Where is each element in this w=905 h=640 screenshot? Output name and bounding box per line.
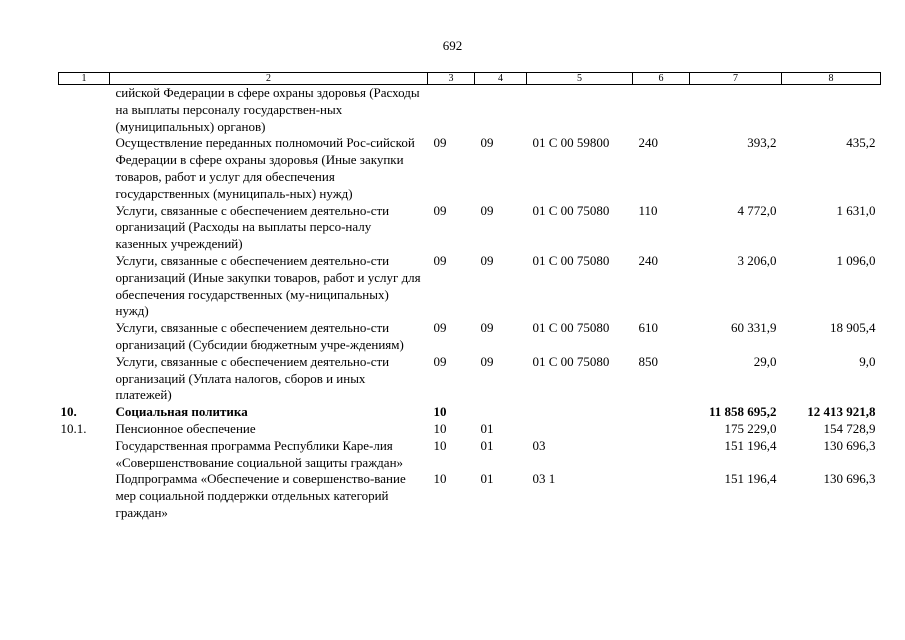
subsection-code: [475, 85, 527, 136]
target-item-code: 01 С 00 75080: [532, 252, 610, 268]
expense-type-code: [633, 404, 690, 421]
amount-year-2: 1 631,0: [836, 202, 876, 218]
amount-year-1: [690, 85, 782, 136]
amount-year-2: 18 905,4: [830, 320, 876, 336]
column-header-7: 7: [690, 73, 782, 85]
expense-type-code: [633, 421, 690, 438]
section-code: 09: [433, 252, 447, 268]
expense-type-code: 110: [638, 202, 658, 218]
row-number: [59, 354, 110, 404]
target-item-code: 01 С 00 59800: [532, 135, 610, 151]
table-row: [59, 404, 881, 421]
subsection-code: 09: [480, 353, 494, 369]
amount-year-2: [782, 85, 881, 136]
expense-type-code: 610: [638, 320, 658, 336]
amount-year-2: 130 696,3: [823, 437, 876, 453]
target-item-code: [527, 404, 633, 421]
table-row: [59, 471, 881, 521]
row-name: Услуги, связанные с обеспечением деятельно-сти организаций (Иные закупки товаров, работ и услуг для обеспечения государственных (му-ниципальных) нужд): [115, 252, 421, 319]
row-name: Осуществление переданных полномочий Рос-сийской Федерации в сфере охраны здоровья (Иные закупки товаров, работ и услуг для обеспечения государственных (муниципаль-ных) нужд): [115, 135, 415, 201]
amount-year-1: 175 229,0: [724, 420, 777, 436]
expense-type-code: [633, 438, 690, 472]
subsection-code: 01: [480, 420, 494, 436]
target-item-code: 01 С 00 75080: [532, 202, 610, 218]
row-number: [59, 320, 110, 354]
expense-type-code: 240: [638, 252, 658, 268]
row-name: Услуги, связанные с обеспечением деятельно-сти организаций (Субсидии бюджетным учре-ждениям): [115, 320, 404, 352]
table-body: [59, 85, 881, 522]
amount-year-1: 60 331,9: [731, 320, 777, 336]
target-item-code: 03 1: [532, 471, 556, 487]
table-row: [59, 203, 881, 253]
row-name: сийской Федерации в сфере охраны здоровья (Расходы на выплаты персоналу государствен-ных (муниципальных) органов): [115, 85, 420, 134]
section-code: 10: [433, 404, 447, 420]
section-code: 10: [433, 437, 447, 453]
amount-year-2: 435,2: [846, 135, 876, 151]
row-number: 10.: [60, 404, 77, 420]
expense-type-code: [633, 471, 690, 521]
column-header-4: 4: [475, 73, 527, 85]
table-header: [59, 73, 881, 85]
row-name: Государственная программа Республики Каре-лия «Совершенствование социальной защиты граждан»: [115, 437, 404, 470]
table-row: [59, 85, 881, 136]
amount-year-2: 130 696,3: [823, 471, 876, 487]
section-code: 10: [433, 420, 447, 436]
expense-type-code: 850: [638, 353, 658, 369]
section-code: 09: [433, 135, 447, 151]
target-item-code: 01 С 00 75080: [532, 320, 610, 336]
column-header-5: 5: [527, 73, 633, 85]
row-name: Пенсионное обеспечение: [115, 420, 256, 436]
section-code: 09: [433, 353, 447, 369]
table-row: [59, 253, 881, 320]
expense-type-code: [633, 85, 690, 136]
target-item-code: [527, 421, 633, 438]
row-name: Услуги, связанные с обеспечением деятельно-сти организаций (Уплата налогов, сборов и иных платежей): [115, 353, 390, 403]
row-number: 10.1.: [60, 420, 87, 436]
row-number: [59, 253, 110, 320]
row-number: [59, 85, 110, 136]
amount-year-2: 1 096,0: [836, 252, 876, 268]
amount-year-1: 151 196,4: [724, 471, 777, 487]
section-code: 10: [433, 471, 447, 487]
amount-year-1: 151 196,4: [724, 437, 777, 453]
budget-table: [58, 72, 881, 522]
subsection-code: 09: [480, 252, 494, 268]
table-row: [59, 421, 881, 438]
amount-year-1: 3 206,0: [737, 252, 777, 268]
amount-year-1: 393,2: [747, 135, 777, 151]
amount-year-2: 9,0: [859, 353, 876, 369]
page-number: 692: [442, 38, 463, 53]
table-row: [59, 135, 881, 202]
column-header-8: 8: [782, 73, 881, 85]
expense-type-code: 240: [638, 135, 658, 151]
row-number: [59, 471, 110, 521]
section-code: [428, 85, 475, 136]
target-item-code: 01 С 00 75080: [532, 353, 610, 369]
amount-year-1: 4 772,0: [737, 202, 777, 218]
subsection-code: 09: [480, 135, 494, 151]
column-header-3: 3: [428, 73, 475, 85]
row-name: Социальная политика: [115, 404, 248, 420]
column-header-2: 2: [110, 73, 428, 85]
row-name: Подпрограмма «Обеспечение и совершенство-вание мер социальной поддержки отдельных категорий граждан»: [115, 471, 406, 520]
target-item-code: 03: [532, 437, 546, 453]
row-number: [59, 203, 110, 253]
target-item-code: [527, 85, 633, 136]
subsection-code: 09: [480, 202, 494, 218]
subsection-code: [475, 404, 527, 421]
column-header-1: 1: [59, 73, 110, 85]
row-name: Услуги, связанные с обеспечением деятельно-сти организаций (Расходы на выплаты персо-налу казенных учреждений): [115, 202, 390, 252]
table-row: [59, 354, 881, 404]
subsection-code: 09: [480, 320, 494, 336]
table-row: [59, 438, 881, 472]
amount-year-2: 154 728,9: [823, 420, 876, 436]
amount-year-1: 11 858 695,2: [708, 404, 777, 420]
table-row: [59, 320, 881, 354]
subsection-code: 01: [480, 471, 494, 487]
row-number: [59, 135, 110, 202]
row-number: [59, 438, 110, 472]
section-code: 09: [433, 320, 447, 336]
amount-year-2: 12 413 921,8: [807, 404, 876, 420]
amount-year-1: 29,0: [753, 353, 777, 369]
column-header-6: 6: [633, 73, 690, 85]
subsection-code: 01: [480, 437, 494, 453]
section-code: 09: [433, 202, 447, 218]
